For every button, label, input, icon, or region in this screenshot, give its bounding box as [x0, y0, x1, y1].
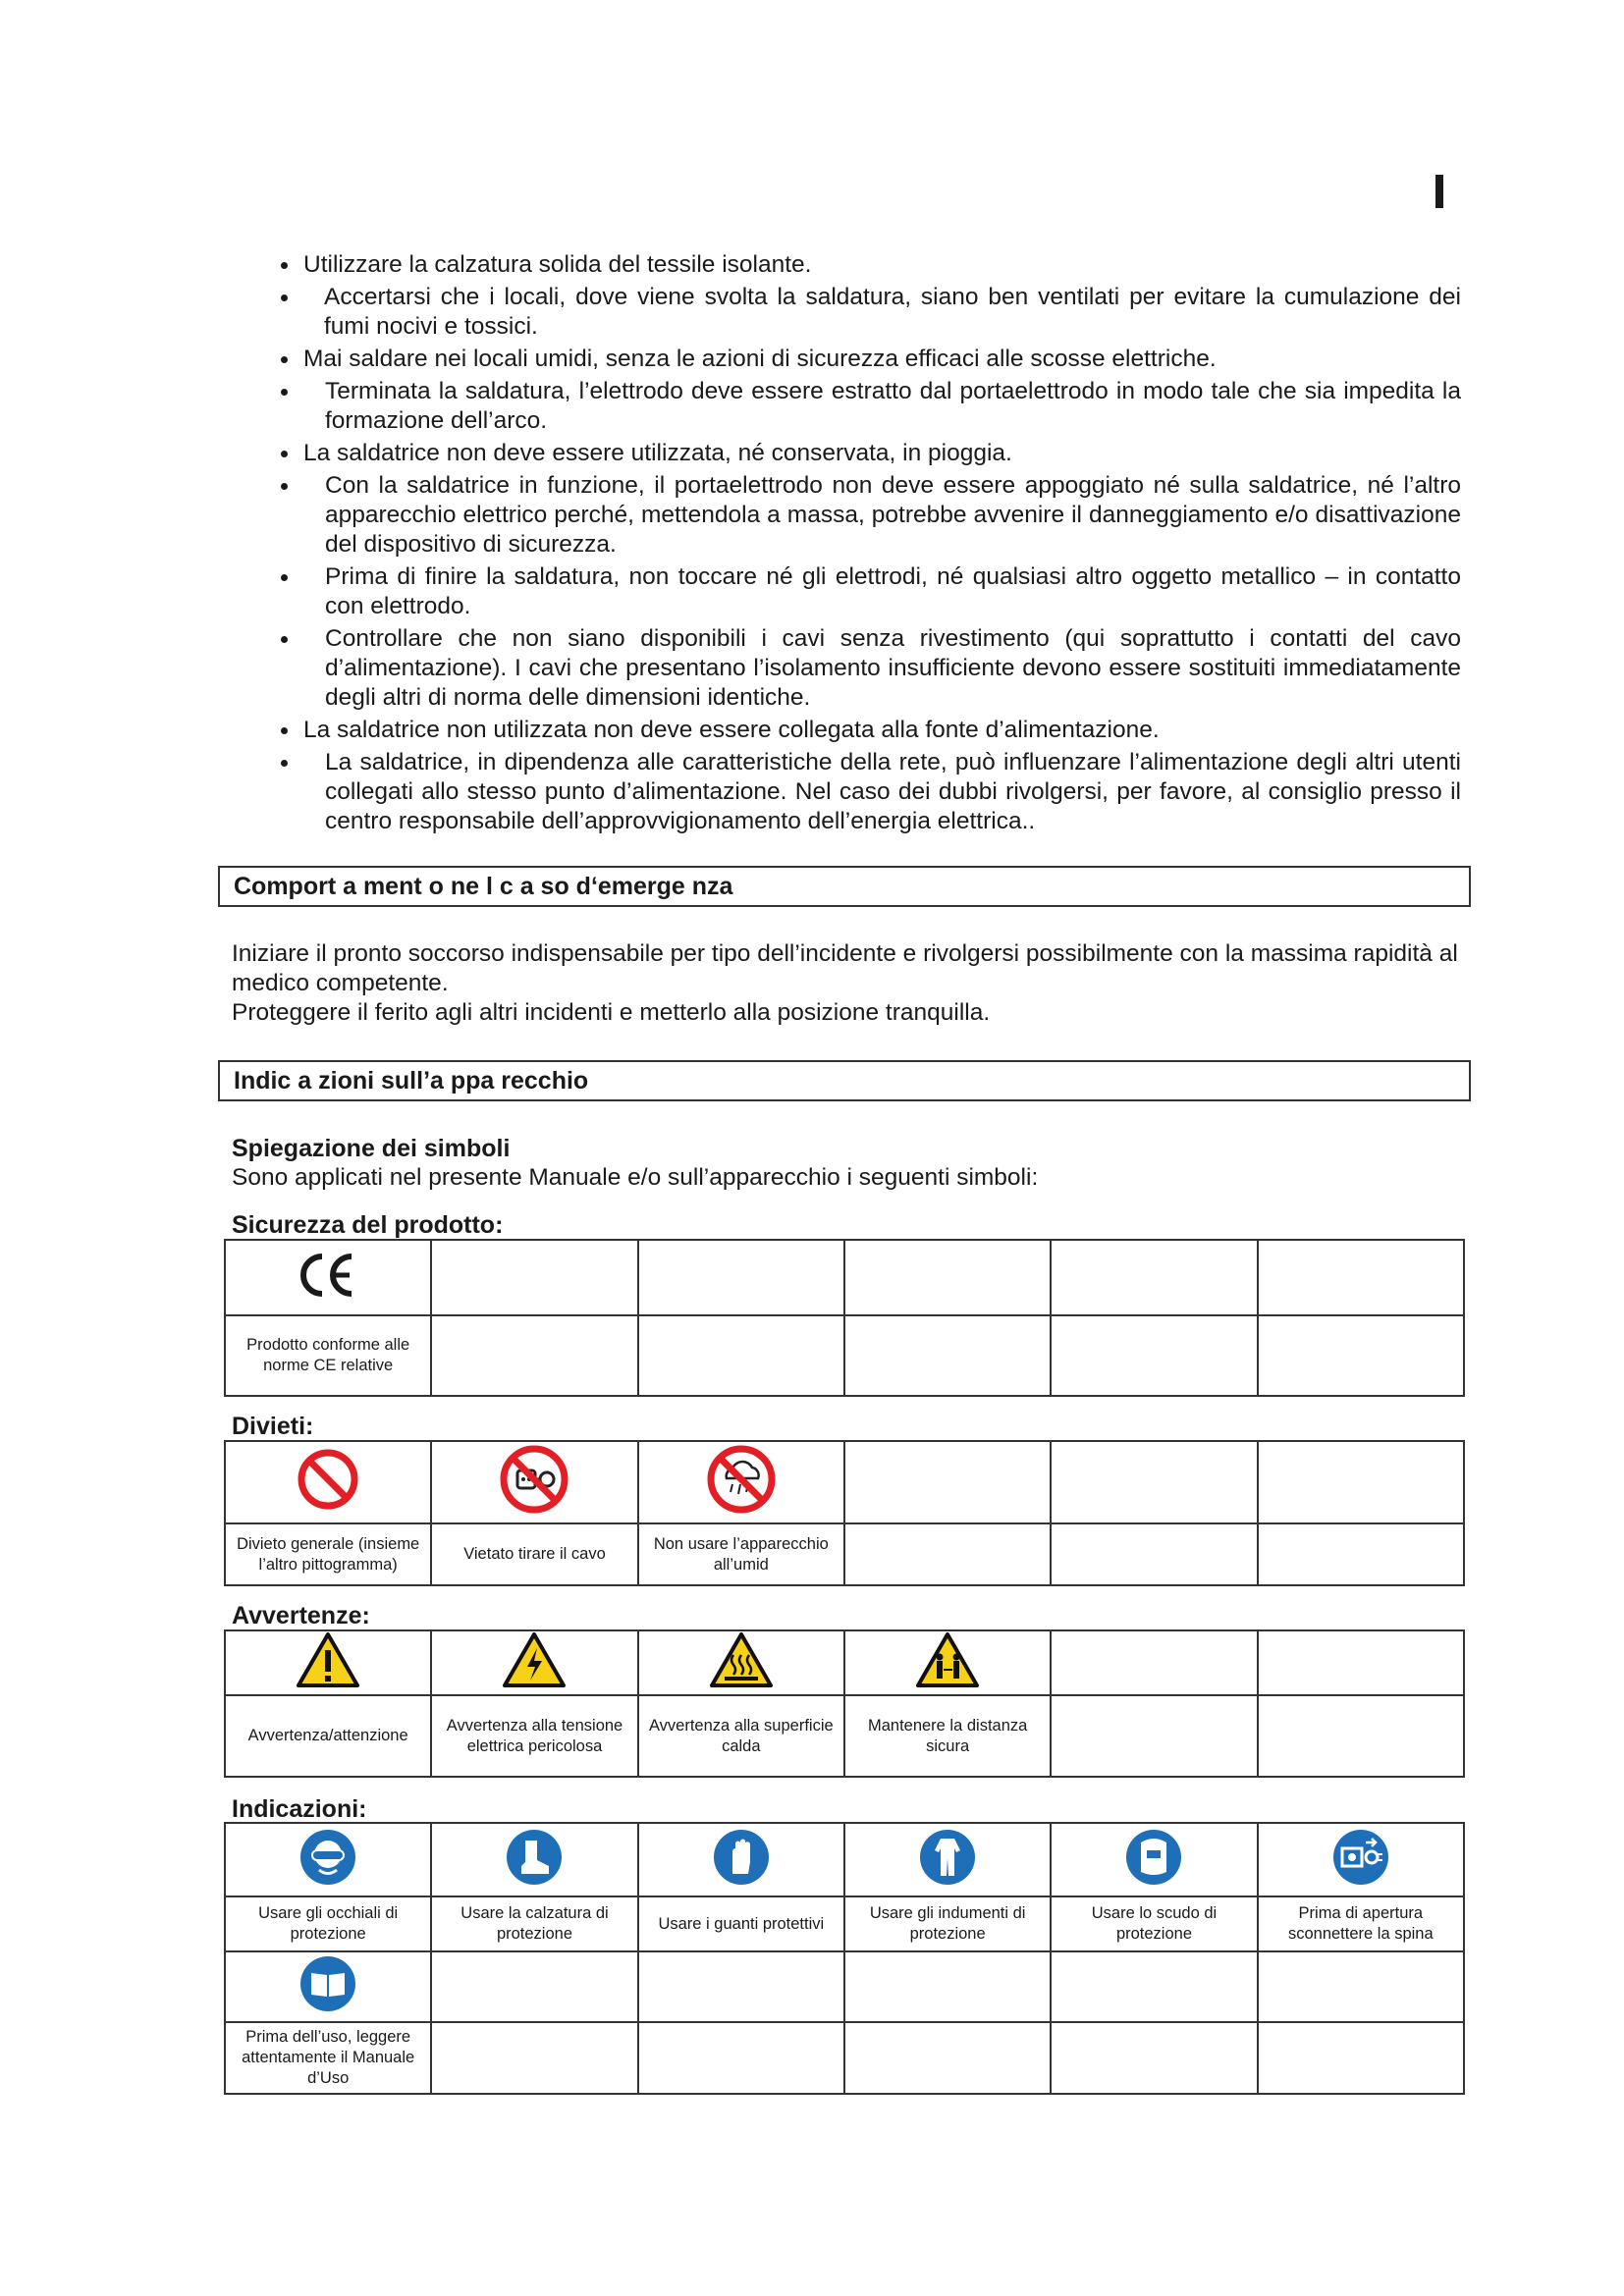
- list-item: Utilizzare la calzatura solida del tessile isolante.: [273, 250, 1461, 280]
- symbol-label: Avvertenza alla superficie calda: [638, 1695, 844, 1777]
- symbol-cell: [844, 1823, 1051, 1896]
- indications-heading: Indicazioni:: [232, 1795, 367, 1823]
- symbol-label: Avvertenza alla tensione elettrica pericolosa: [431, 1695, 637, 1777]
- list-item: La saldatrice non utilizzata non deve essere collegata alla fonte d’alimentazione.: [273, 716, 1461, 745]
- prohibitions-table: [224, 1440, 1465, 1586]
- symbol-cell: [431, 1441, 637, 1523]
- symbol-cell: [844, 1630, 1051, 1695]
- ce-mark-icon: [298, 1253, 357, 1304]
- list-item: Con la saldatrice in funzione, il portaelettrodo non deve essere appoggiato né sulla saldatrice, né l’altro apparecchio elettrico perché, mettendola a massa, potrebbe avvenire il danneggiamento e/o disattivazione del dispositivo di sicurezza.: [273, 471, 1461, 560]
- symbol-label: Usare i guanti protettivi: [638, 1896, 844, 1951]
- symbol-cell: [638, 1630, 844, 1695]
- prohibitions-heading: Divieti:: [232, 1413, 314, 1440]
- symbol-label: Divieto generale (insieme l’altro pittogramma): [225, 1523, 431, 1585]
- safety-bullet-list: [273, 250, 1461, 839]
- list-item: Mai saldare nei locali umidi, senza le azioni di sicurezza efficaci alle scosse elettriche.: [273, 345, 1461, 374]
- list-item: Prima di finire la saldatura, non toccare né gli elettrodi, né qualsiasi altro oggetto metallico – in contatto con elettrodo.: [273, 562, 1461, 621]
- safety-boots-icon: [504, 1827, 565, 1894]
- face-shield-icon: [1123, 1827, 1184, 1894]
- symbol-label: Usare la calzatura di protezione: [431, 1896, 637, 1951]
- safe-distance-icon: [915, 1631, 980, 1694]
- no-pulling-cable-icon: [498, 1443, 570, 1522]
- protective-clothing-icon: [917, 1827, 978, 1894]
- symbol-label: Prodotto conforme alle norme CE relative: [225, 1315, 431, 1396]
- high-voltage-icon: [502, 1631, 567, 1694]
- list-item: Terminata la saldatura, l’elettrodo deve essere estratto dal portaelettrodo in modo tale che sia impedita la formazione dell’arco.: [273, 377, 1461, 436]
- emergency-section-title: Comport a ment o ne l c a so d‘emerge nza: [218, 866, 1471, 907]
- unplug-icon: [1330, 1827, 1391, 1894]
- symbol-cell: [225, 1240, 431, 1315]
- symbol-cell: [1051, 1823, 1257, 1896]
- list-item: Accertarsi che i locali, dove viene svolta la saldatura, siano ben ventilati per evitare la cumulazione dei fumi nocivi e tossici.: [273, 283, 1461, 342]
- emergency-paragraph-1: Iniziare il pronto soccorso indispensabile per tipo dell’incidente e rivolgersi possibilmente con la massima rapidità al medico competente.: [232, 940, 1458, 996]
- symbols-heading: Spiegazione dei simboli: [232, 1135, 511, 1162]
- device-section-title: Indic a zioni sull’a ppa recchio: [218, 1060, 1471, 1101]
- symbol-cell: [225, 1441, 431, 1523]
- symbol-label: Prima di apertura sconnettere la spina: [1258, 1896, 1464, 1951]
- hot-surface-icon: [709, 1631, 774, 1694]
- product-safety-heading: Sicurezza del prodotto:: [232, 1211, 504, 1239]
- protective-gloves-icon: [711, 1827, 772, 1894]
- warning-exclamation-icon: [296, 1631, 360, 1694]
- symbol-label: Vietato tirare il cavo: [431, 1523, 637, 1585]
- warnings-table: [224, 1629, 1465, 1778]
- symbol-cell: [225, 1630, 431, 1695]
- page-section-marker: [1435, 175, 1443, 208]
- symbol-label: Avvertenza/attenzione: [225, 1695, 431, 1777]
- product-safety-table: [224, 1239, 1465, 1397]
- list-item: Controllare che non siano disponibili i cavi senza rivestimento (qui soprattutto i contatti del cavo d’alimentazione). I cavi che presentano l’isolamento insufficiente devono essere sostituiti immediatamente degli altri di norma delle dimensioni identiche.: [273, 624, 1461, 713]
- symbol-cell: [1258, 1823, 1464, 1896]
- indications-table: [224, 1822, 1465, 2095]
- symbol-label: Usare lo scudo di protezione: [1051, 1896, 1257, 1951]
- read-manual-icon: [298, 1953, 358, 2020]
- symbol-label: Prima dell’uso, leggere attentamente il Manuale d’Uso: [225, 2022, 431, 2094]
- symbol-cell: [431, 1630, 637, 1695]
- symbol-label: Mantenere la distanza sicura: [844, 1695, 1051, 1777]
- list-item: La saldatrice, in dipendenza alle caratteristiche della rete, può influenzare l’alimentazione degli altri utenti collegati allo stesso punto d’alimentazione. Nel caso dei dubbi rivolgersi, per favore, al consiglio presso il centro responsabile dell’approvvigionamento dell’energia elettrica..: [273, 748, 1461, 836]
- safety-goggles-icon: [298, 1827, 358, 1894]
- symbol-cell: [638, 1823, 844, 1896]
- symbol-label: Usare gli occhiali di protezione: [225, 1896, 431, 1951]
- symbol-cell: [638, 1441, 844, 1523]
- no-humid-use-icon: [705, 1443, 778, 1522]
- symbol-label: Non usare l’apparecchio all’umid: [638, 1523, 844, 1585]
- symbol-label: Usare gli indumenti di protezione: [844, 1896, 1051, 1951]
- list-item: La saldatrice non deve essere utilizzata, né conservata, in pioggia.: [273, 439, 1461, 468]
- symbol-cell: [225, 1823, 431, 1896]
- symbol-cell: [225, 1951, 431, 2022]
- general-prohibition-icon: [296, 1447, 360, 1518]
- emergency-paragraph-2: Proteggere il ferito agli altri incidenti e metterlo alla posizione tranquilla.: [232, 999, 991, 1026]
- symbol-cell: [431, 1823, 637, 1896]
- symbols-intro: Sono applicati nel presente Manuale e/o sull’apparecchio i seguenti simboli:: [232, 1164, 1039, 1191]
- warnings-heading: Avvertenze:: [232, 1602, 370, 1629]
